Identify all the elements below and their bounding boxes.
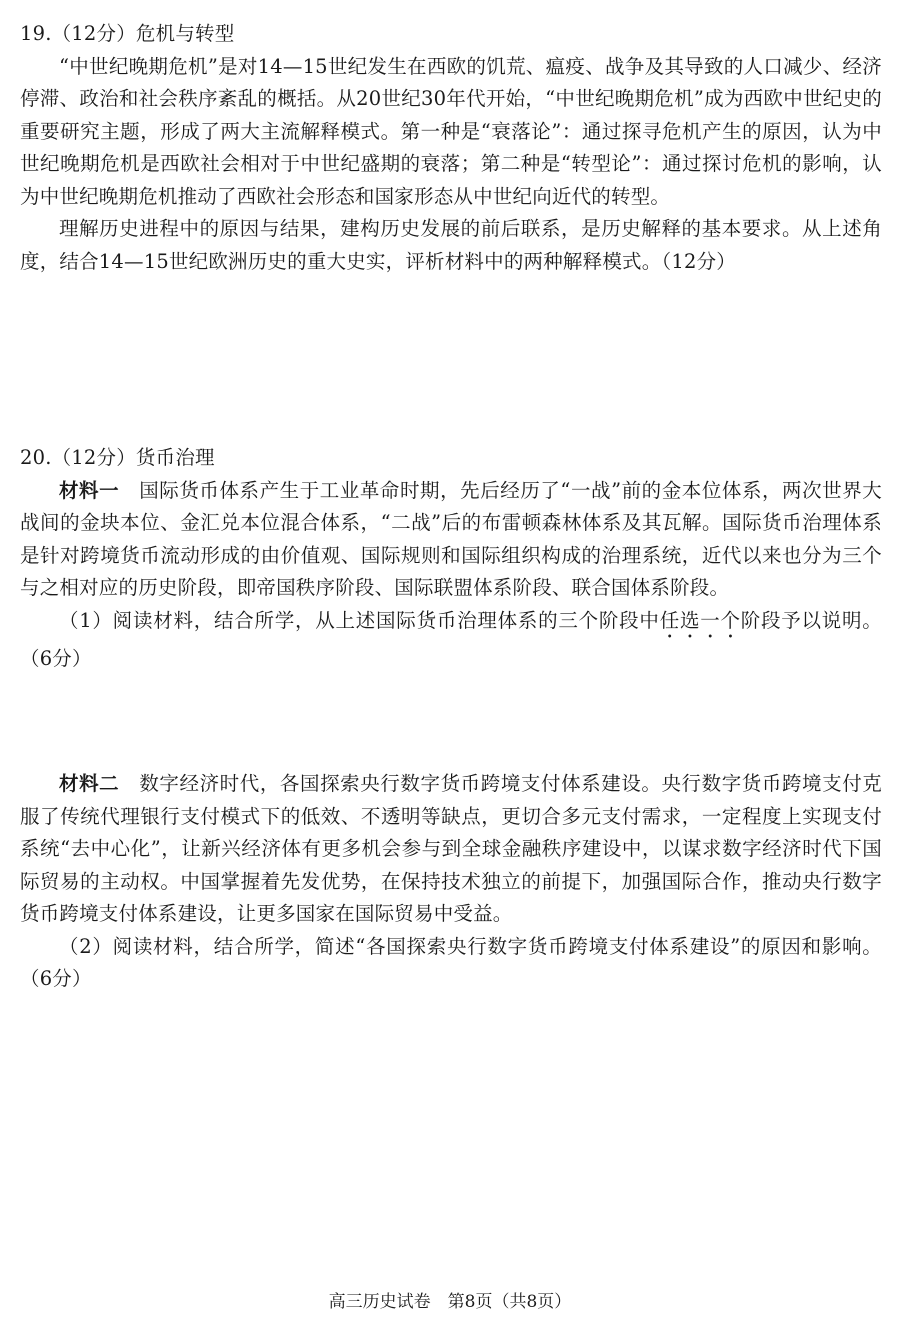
material-1-label: 材料一 xyxy=(59,478,120,502)
material-2-text: 数字经济时代，各国探索央行数字货币跨境支付体系建设。央行数字货币跨境支付克服了传统代理银行支付模式下的低效、不透明等缺点，更切合多元支付需求，一定程度上实现支付系统“去中心化”，让新兴经济体有更多机会参与到全球金融秩序建设中，以谋求数字经济时代下国际贸易的主动权。中国掌握着先发优势，在保持技术独立的前提下，加强国际合作，推动央行数字货币跨境支付体系建设，让更多国家在国际贸易中受益。 xyxy=(20,772,882,925)
question-20-part-2 xyxy=(20,768,882,996)
question-19-heading: 19.（12分）危机与转型 xyxy=(20,22,235,45)
material-1-text: 国际货币体系产生于工业革命时期，先后经历了“一战”前的金本位体系，两次世界大战间的金块本位、金汇兑本位混合体系，“二战”后的布雷顿森林体系及其瓦解。国际货币治理体系是针对跨境货币流动形成的由价值观、国际规则和国际组织构成的治理系统，近代以来也分为三个与之相对应的历史阶段，即帝国秩序阶段、国际联盟体系阶段、联合国体系阶段。 xyxy=(20,478,882,599)
sub-question-1-before: （1）阅读材料，结合所学，从上述国际货币治理体系的三个阶段中 xyxy=(59,608,660,632)
sub-question-1 xyxy=(20,605,882,676)
material-2 xyxy=(20,768,882,931)
question-20 xyxy=(20,442,882,675)
question-19-prompt: 理解历史进程中的原因与结果，建构历史发展的前后联系，是历史解释的基本要求。从上述角度，结合14—15世纪欧洲历史的重大史实，评析材料中的两种解释模式。（12分） xyxy=(20,217,882,273)
material-2-label: 材料二 xyxy=(59,772,120,795)
question-19 xyxy=(20,18,882,278)
question-20-heading: 20.（12分）货币治理 xyxy=(20,446,215,469)
sub-question-1-emphasis: 任选一个 xyxy=(659,608,741,632)
question-19-material: “中世纪晚期危机”是对14—15世纪发生在西欧的饥荒、瘟疫、战争及其导致的人口减少、经济停滞、政治和社会秩序紊乱的概括。从20世纪30年代开始，“中世纪晚期危机”成为西欧中世纪史的重要研究主题，形成了两大主流解释模式。第一种是“衰落论”：通过探寻危机产生的原因，认为中世纪晚期危机是西欧社会相对于中世纪盛期的衰落；第二种是“转型论”：通过探讨危机的影响，认为中世纪晚期危机推动了西欧社会形态和国家形态从中世纪向近代的转型。 xyxy=(20,54,882,208)
sub-question-1-after: 阶段予以说明。（6分） xyxy=(20,608,882,670)
material-1 xyxy=(20,475,882,605)
page-footer: 高三历史试卷 第8页（共8页） xyxy=(328,1292,572,1312)
sub-question-2: （2）阅读材料，结合所学，简述“各国探索央行数字货币跨境支付体系建设”的原因和影响。（6分） xyxy=(20,934,882,990)
